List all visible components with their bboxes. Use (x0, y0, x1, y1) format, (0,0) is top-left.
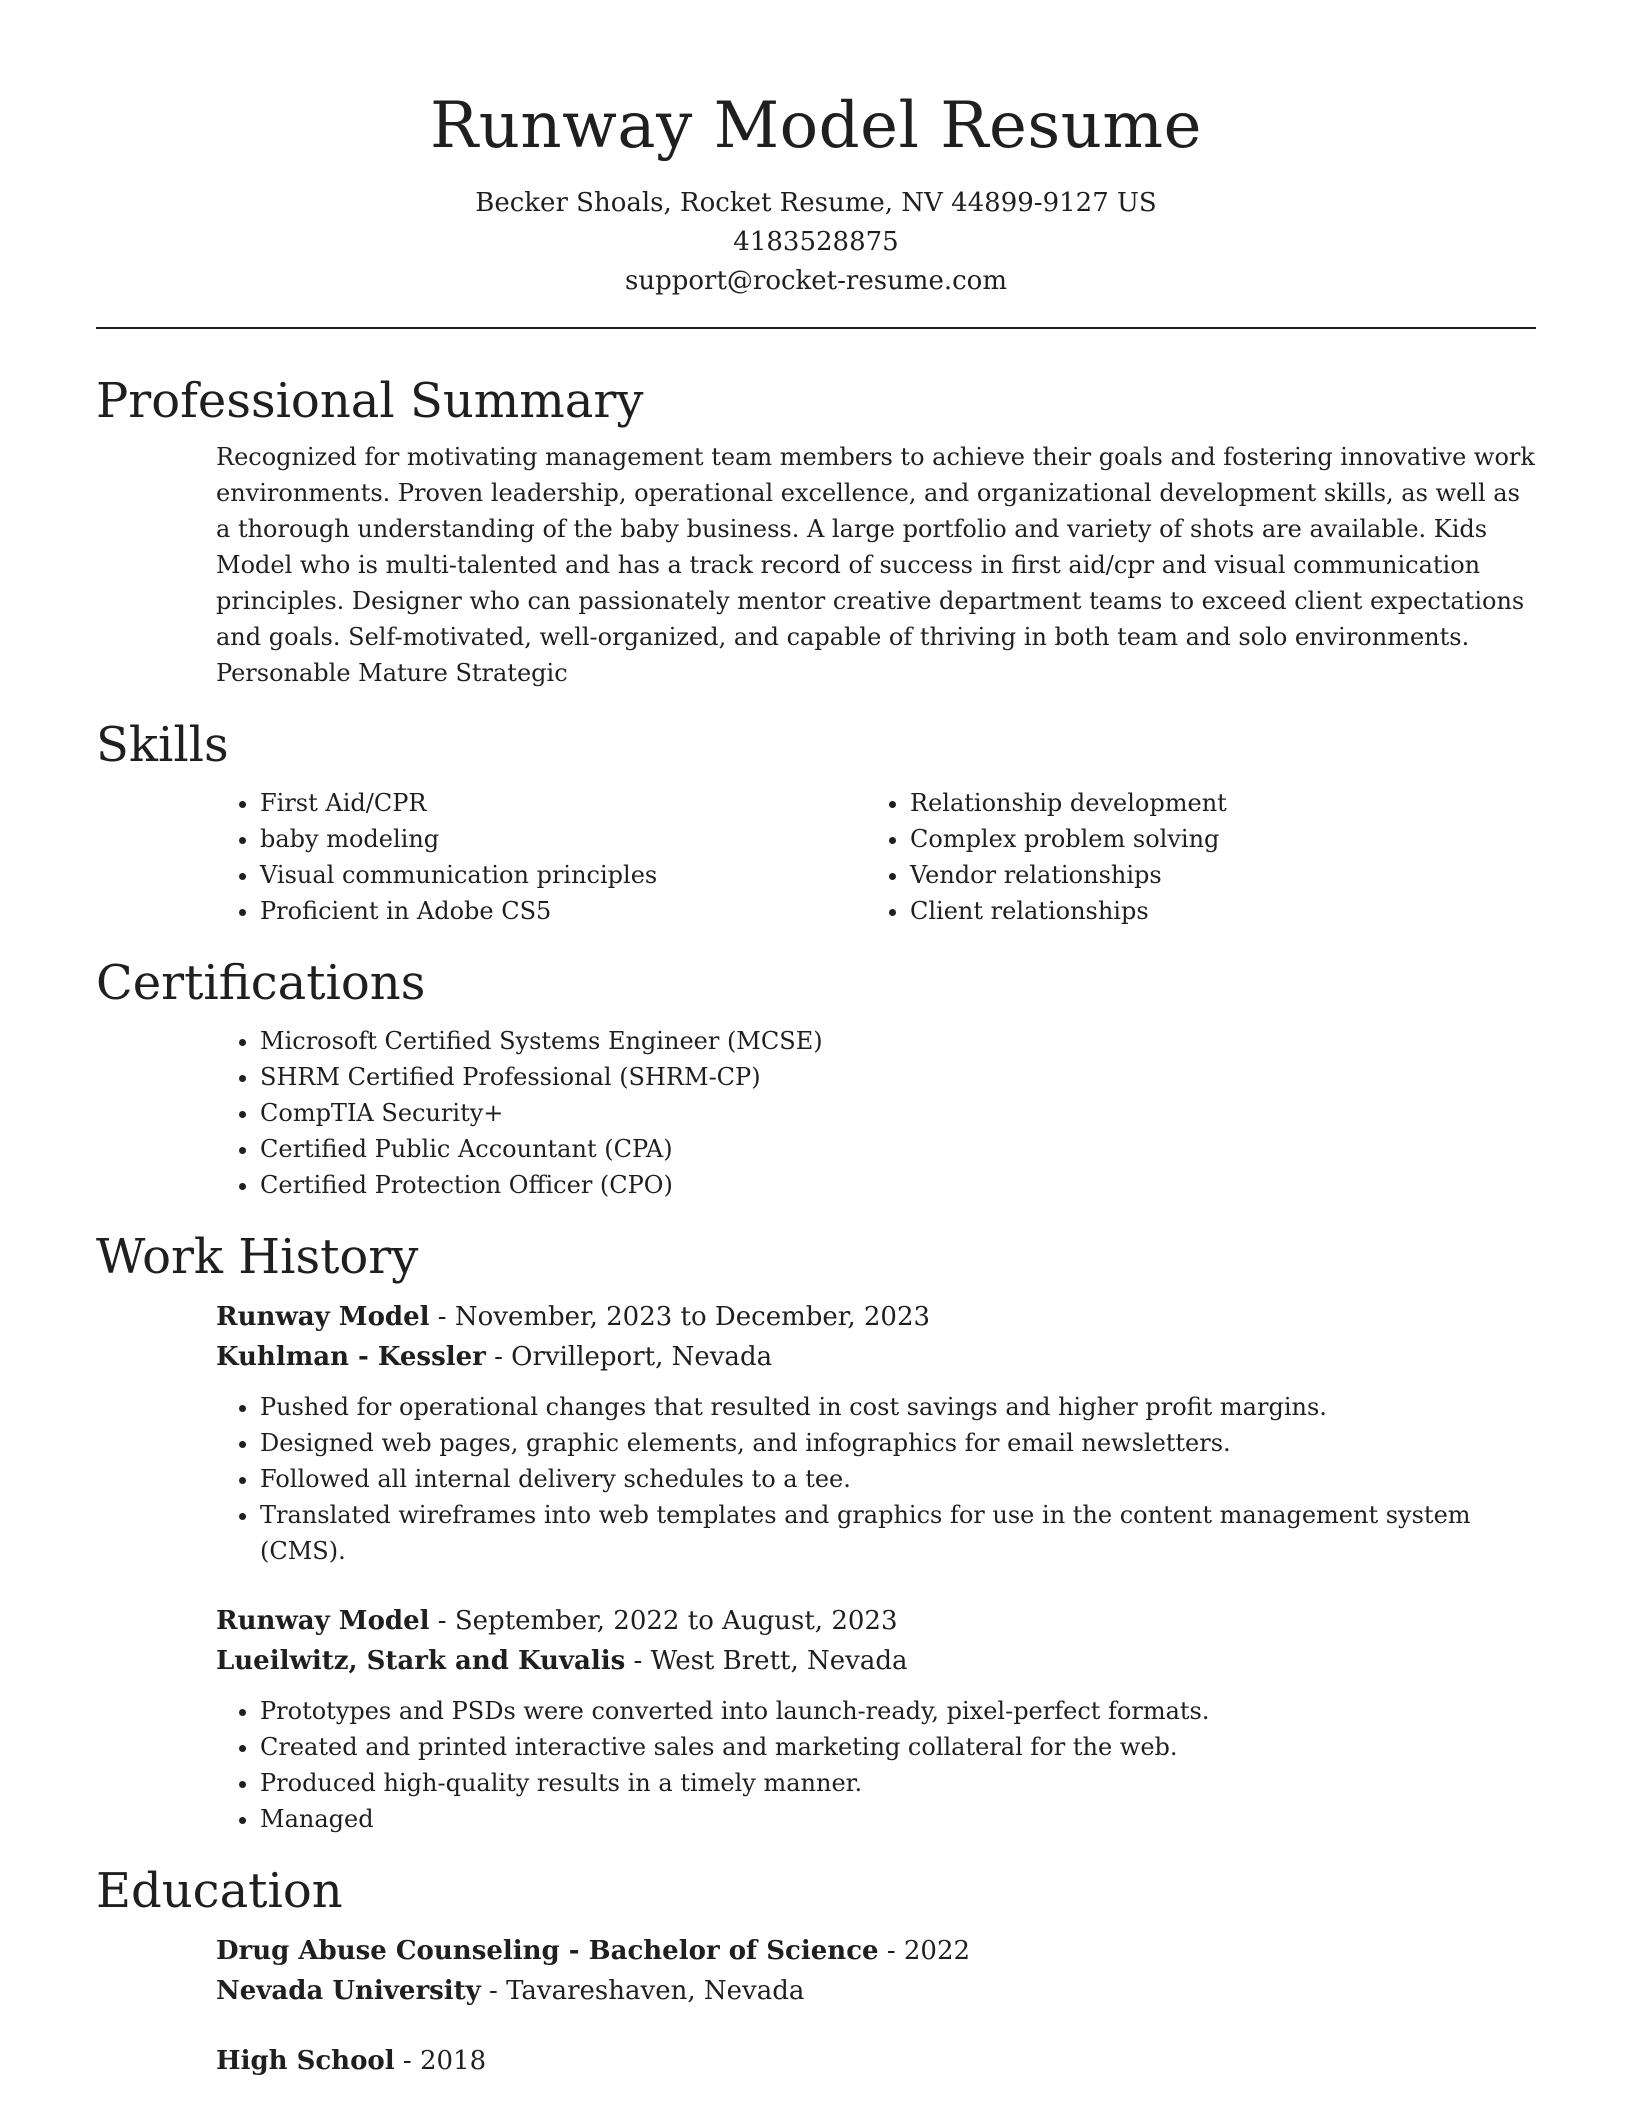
education-section (96, 1861, 1536, 2081)
list-item: • Microsoft Certified Systems Engineer (MCSE) (260, 1023, 1536, 1059)
list-item: • Certified Public Accountant (CPA) (260, 1131, 1536, 1167)
skills-list-left (216, 785, 866, 929)
summary-section (96, 371, 1536, 691)
header-divider (96, 327, 1536, 329)
resume-title: Runway Model Resume (430, 89, 1202, 163)
resume-header (96, 0, 1536, 301)
degree-line (216, 2041, 1536, 2081)
job-company-line (216, 1337, 1536, 1377)
job-title-line (216, 1601, 1536, 1641)
job-location: - Orvilleport, Nevada (485, 1342, 773, 1372)
summary-text: Recognized for motivating management team members to achieve their goals and fostering innovative work environments. Proven leadership, operational excellence, and organizational development skills, as well as a thorough understanding of the baby business. A large portfolio and variety of shots are available. Kids Model who is multi-talented and has a track record of success in first aid/cpr and visual communication principles. Designer who can passionately mentor creative department teams to exceed client expectations and goals. Self-motivated, well-organized, and capable of thriving in both team and solo environments. Personable Mature Strategic (216, 443, 1535, 687)
certifications-list (216, 1023, 1536, 1203)
skills-section (96, 715, 1536, 929)
job-company: Lueilwitz, Stark and Kuvalis (216, 1646, 626, 1676)
school-name: Nevada University (216, 1976, 481, 2006)
degree-field: High School (216, 2046, 395, 2076)
job-dates: - November, 2023 to December, 2023 (429, 1302, 931, 1332)
list-item: • Certified Protection Officer (CPO) (260, 1167, 1536, 1203)
list-item: • Relationship development (910, 785, 1516, 821)
job-location: - West Brett, Nevada (625, 1646, 908, 1676)
resume-page (96, 0, 1536, 2081)
list-item: • Followed all internal delivery schedules to a tee. (260, 1461, 1536, 1497)
job-duties-list (216, 1693, 1536, 1837)
job-role: Runway Model (216, 1606, 430, 1636)
list-item: • First Aid/CPR (260, 785, 866, 821)
school-location: - Tavareshaven, Nevada (480, 1976, 805, 2006)
degree-line (216, 1931, 1536, 1971)
job-entry (216, 1601, 1536, 1837)
contact-info (96, 184, 1536, 301)
list-item: • Complex problem solving (910, 821, 1516, 857)
certifications-body (216, 1023, 1536, 1203)
list-item: • Proficient in Adobe CS5 (260, 893, 866, 929)
job-entry (216, 1297, 1536, 1569)
work-history-heading: Work History (96, 1229, 419, 1285)
list-item: • Vendor relationships (910, 857, 1516, 893)
job-company-line (216, 1641, 1536, 1681)
education-entry (216, 2041, 1536, 2081)
education-entry (216, 1931, 1536, 2011)
address: Becker Shoals, Rocket Resume, NV 44899-9127 US (475, 188, 1157, 218)
list-item: • Client relationships (910, 893, 1516, 929)
skills-column-right (866, 785, 1516, 929)
job-title-line (216, 1297, 1536, 1337)
summary-heading: Professional Summary (96, 373, 644, 429)
certifications-section (96, 953, 1536, 1203)
education-heading: Education (96, 1863, 343, 1919)
list-item: • Created and printed interactive sales and marketing collateral for the web. (260, 1729, 1536, 1765)
work-history-section (96, 1227, 1536, 1837)
job-company: Kuhlman - Kessler (216, 1342, 486, 1372)
degree-field: Drug Abuse Counseling - Bachelor of Science (216, 1936, 879, 1966)
list-item: • Produced high-quality results in a timely manner. (260, 1765, 1536, 1801)
phone: 4183528875 (733, 227, 899, 257)
list-item: • Designed web pages, graphic elements, and infographics for email newsletters. (260, 1425, 1536, 1461)
job-duties-list (216, 1389, 1536, 1569)
skills-column-left (216, 785, 866, 929)
skills-list-right (866, 785, 1516, 929)
job-role: Runway Model (216, 1302, 430, 1332)
job-dates: - September, 2022 to August, 2023 (429, 1606, 898, 1636)
email: support@rocket-resume.com (624, 266, 1007, 296)
skills-heading: Skills (96, 717, 229, 773)
list-item: • baby modeling (260, 821, 866, 857)
list-item: • Pushed for operational changes that resulted in cost savings and higher profit margins. (260, 1389, 1536, 1425)
skills-grid (216, 785, 1536, 929)
list-item: • Visual communication principles (260, 857, 866, 893)
degree-year: - 2018 (394, 2046, 487, 2076)
list-item: • Translated wireframes into web templates and graphics for use in the content management system (CMS). (260, 1497, 1536, 1569)
list-item: • Managed (260, 1801, 1536, 1837)
list-item: • SHRM Certified Professional (SHRM-CP) (260, 1059, 1536, 1095)
degree-year: - 2022 (878, 1936, 971, 1966)
list-item: • Prototypes and PSDs were converted into launch-ready, pixel-perfect formats. (260, 1693, 1536, 1729)
list-item: • CompTIA Security+ (260, 1095, 1536, 1131)
certifications-heading: Certifications (96, 955, 426, 1011)
school-line (216, 1971, 1536, 2011)
